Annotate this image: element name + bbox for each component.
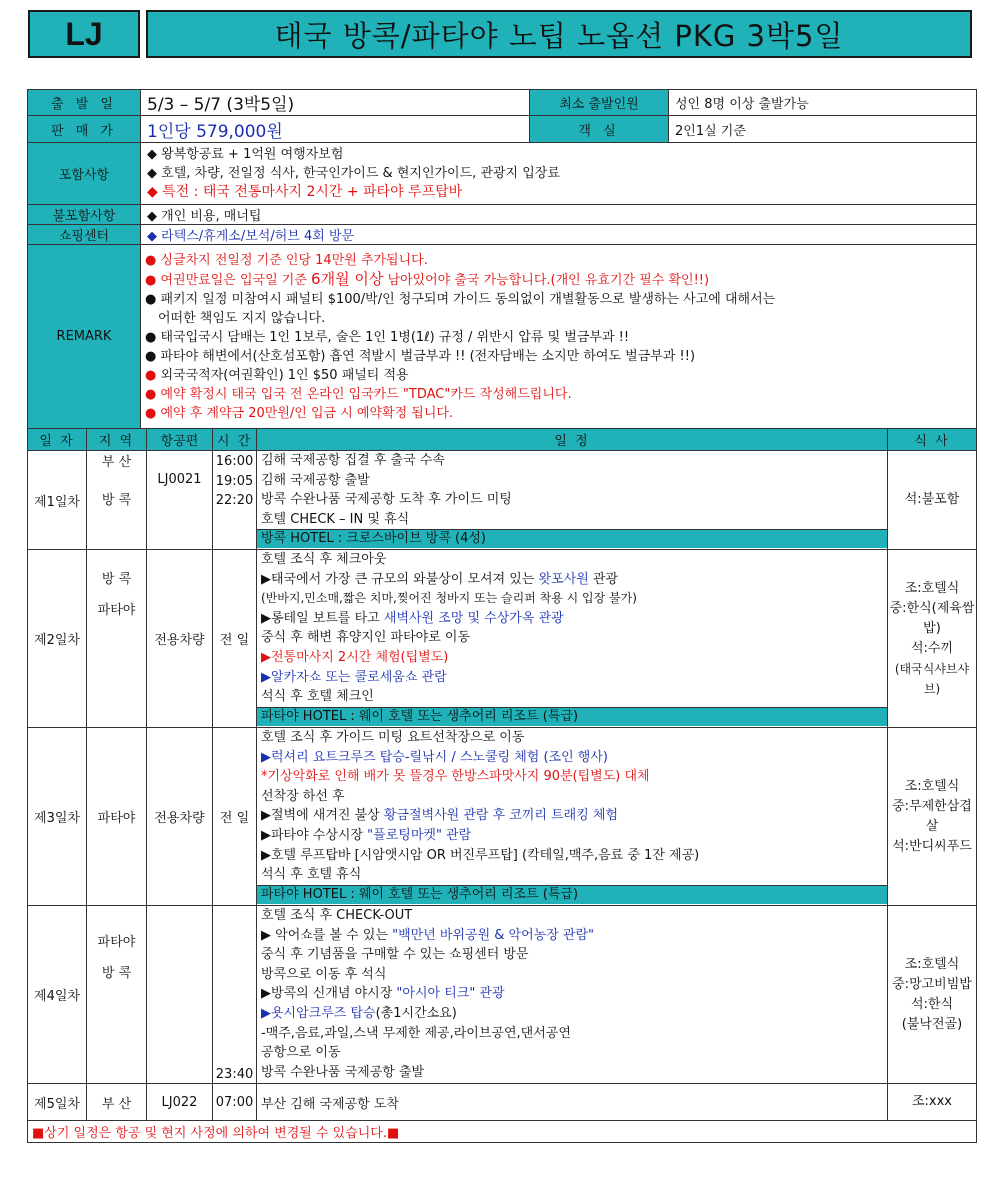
itinerary-line: (반바지,민소매,짧은 치마,찢어진 청바지 또는 슬리퍼 착용 시 입장 불가) <box>261 591 637 606</box>
itinerary-line: 공항으로 이동 <box>261 1045 341 1061</box>
itinerary-cell <box>257 728 888 906</box>
itinerary-line: 방콕 수완나품 국제공항 출발 <box>261 1064 425 1080</box>
day-label: 제3일차 <box>28 728 87 906</box>
excluded-label: 불포함사항 <box>28 205 141 225</box>
meal-cell <box>888 906 977 1084</box>
remark-item: ● 싱글차지 전일정 기준 인당 14만원 추가됩니다. <box>145 252 428 268</box>
min-people-label: 최소 출발인원 <box>530 90 669 116</box>
excluded-value: ◆ 개인 비용, 매너팁 <box>141 205 977 225</box>
region: 방 콕 <box>101 572 132 587</box>
itinerary-line: ▶알카자쇼 또는 콜로세움쇼 관람 <box>261 669 447 685</box>
meal: 중:망고비빔밥 <box>892 976 972 992</box>
included-item-special: ◆ 특전 : 태국 전통마사지 2시간 + 파타야 루프탑바 <box>147 184 463 200</box>
remark-item: 어떠한 책임도 지지 않습니다. <box>158 310 326 326</box>
price-label: 판 매 가 <box>28 116 141 143</box>
room-value: 2인1실 기준 <box>669 116 977 143</box>
info-table <box>27 89 977 429</box>
time: 19:05 <box>215 473 254 489</box>
day-label: 제2일차 <box>28 550 87 728</box>
itinerary-line: 김해 국제공항 출발 <box>261 472 370 488</box>
shopping-label: 쇼핑센터 <box>28 225 141 245</box>
room-label: 객 실 <box>530 116 669 143</box>
remark-item: ● 예약 확정시 태국 입국 전 온라인 입국카드 "TDAC"카드 작성해드립니다. <box>145 386 572 402</box>
itinerary-line: 부산 김해 국제공항 도착 <box>257 1084 888 1121</box>
day-label: 제1일차 <box>28 451 87 550</box>
itinerary-line: 석식 후 호텔 휴식 <box>261 867 362 883</box>
min-people-value: 성인 8명 이상 출발가능 <box>669 90 977 116</box>
itinerary-line: 호텔 조식 후 가이드 미팅 요트선착장으로 이동 <box>261 730 525 745</box>
meal: 석:반디씨푸드 <box>892 838 972 854</box>
meal: 석:수끼 <box>910 640 954 656</box>
itinerary-line: ▶호텔 루프탑바 [시암앳시암 OR 버진루프탑] (칵테일,맥주,음료 중 1잔 제공) <box>261 847 700 863</box>
region-cell <box>87 451 147 550</box>
itinerary-line: 석식 후 호텔 체크인 <box>261 689 374 705</box>
page-title: 태국 방콕/파타야 노팁 노옵션 PKG 3박5일 <box>146 10 972 58</box>
hotel-info: 파타야 HOTEL : 웨이 호텔 또는 생추어리 리조트 (특급) <box>257 707 887 726</box>
region: 파타야 <box>87 728 147 906</box>
meal-cell <box>888 451 977 550</box>
itinerary-line: 중식 후 해변 휴양지인 파타야로 이동 <box>261 630 471 646</box>
meal: 조:호텔식 <box>904 778 960 794</box>
col-header-meal: 식 사 <box>888 429 977 451</box>
itinerary-line: ▶전통마사지 2시간 체험(팁별도) <box>261 649 449 665</box>
meal: 조:xxx <box>888 1084 977 1121</box>
schedule-table <box>27 428 977 1143</box>
itinerary-cell <box>257 906 888 1084</box>
col-header-time: 시 간 <box>213 429 257 451</box>
table-row <box>28 906 977 1084</box>
departure-value: 5/3 – 5/7 (3박5일) <box>141 90 530 116</box>
itinerary-line: 중식 후 기념품을 구매할 수 있는 쇼핑센터 방문 <box>261 947 529 963</box>
remark-item: ● 외국국적자(여권확인) 1인 $50 패널티 적용 <box>145 367 409 383</box>
included-item: ◆ 왕복항공료 + 1억원 여행자보험 <box>147 147 344 162</box>
time: 07:00 <box>213 1084 257 1121</box>
hotel-info: 방콕 HOTEL : 크로스바이브 방콕 (4성) <box>257 529 887 548</box>
itinerary-line: 방콕 수완나품 국제공항 도착 후 가이드 미팅 <box>261 492 512 508</box>
table-row <box>28 550 977 728</box>
itinerary-line: 호텔 조식 후 체크아웃 <box>261 552 387 567</box>
remark-item: ● 파타야 해변에서(산호섬포함) 흡연 적발시 벌금부과 !! (전자담배는 소지만 하여도 벌금부과 !!) <box>145 348 696 364</box>
time: 23:40 <box>213 906 257 1084</box>
col-header-flight: 항공편 <box>147 429 213 451</box>
flight-no: LJ022 <box>147 1084 213 1121</box>
meal: 중:무제한삼겹살 <box>892 798 972 834</box>
time: 전 일 <box>213 550 257 728</box>
meal: (불낙전골) <box>901 1016 963 1032</box>
time: 16:00 <box>215 454 254 469</box>
region-cell <box>87 550 147 728</box>
col-header-region: 지 역 <box>87 429 147 451</box>
itinerary-line: ▶롱테일 보트를 타고 새벽사원 조망 및 수상가옥 관광 <box>261 610 564 626</box>
itinerary-line: *기상악화로 인해 배가 못 뜰경우 한방스파맛사지 90분(팁별도) 대체 <box>261 769 650 785</box>
hotel-info: 파타야 HOTEL : 웨이 호텔 또는 생추어리 리조트 (특급) <box>257 885 887 904</box>
shopping-value: ◆ 라텍스/휴게소/보석/허브 4회 방문 <box>141 225 977 245</box>
meal-cell <box>888 728 977 906</box>
price-value: 1인당 579,000원 <box>141 116 530 143</box>
included-item: ◆ 호텔, 차량, 전일정 식사, 한국인가이드 & 현지인가이드, 관광지 입장료 <box>147 166 560 181</box>
itinerary-cell <box>257 451 888 550</box>
region: 파타야 <box>97 935 136 950</box>
included-label: 포함사항 <box>28 143 141 205</box>
itinerary-line: ▶파타야 수상시장 "플로팅마켓" 관람 <box>261 827 472 843</box>
region: 파타야 <box>97 603 136 618</box>
time-cell <box>213 451 257 550</box>
day-label: 제4일차 <box>28 906 87 1084</box>
meal: 조:호텔식 <box>904 580 960 596</box>
footer-notice: ■상기 일정은 항공 및 현지 사정에 의하여 변경될 수 있습니다.■ <box>28 1121 977 1143</box>
itinerary-line: 선착장 하선 후 <box>261 788 345 804</box>
col-header-day: 일 자 <box>28 429 87 451</box>
itinerary-line: ▶욧시암크루즈 탑승(총1시간소요) <box>261 1005 457 1021</box>
flight-no: 전용차량 <box>147 728 213 906</box>
meal: 석:불포함 <box>904 492 960 507</box>
itinerary-line: ▶태국에서 가장 큰 규모의 와불상이 모셔져 있는 왓포사원 관광 <box>261 571 619 587</box>
remark-item: ● 예약 후 계약금 20만원/인 입금 시 예약확정 됩니다. <box>145 405 454 421</box>
region: 부 산 <box>101 455 132 470</box>
region-cell <box>87 906 147 1084</box>
flight-no: LJ0021 <box>147 451 213 550</box>
departure-label: 출 발 일 <box>28 90 141 116</box>
region: 방 콕 <box>101 966 132 981</box>
itinerary-line: ▶방콕의 신개념 야시장 "아시아 티크" 관광 <box>261 986 505 1002</box>
itinerary-line: 방콕으로 이동 후 석식 <box>261 966 387 982</box>
meal: 중:한식(제육쌈밥) <box>889 600 975 636</box>
remark-label: REMARK <box>28 245 141 429</box>
itinerary-cell <box>257 550 888 728</box>
logo: LJ <box>28 10 140 58</box>
remark-item: ● 태국입국시 담배는 1인 1보루, 술은 1인 1병(1ℓ) 규정 / 위반시 압류 및 벌금부과 !! <box>145 329 630 345</box>
time: 전 일 <box>213 728 257 906</box>
itinerary-line: ▶ 악어쇼를 볼 수 있는 "백만년 바위공원 & 악어농장 관람" <box>261 927 595 943</box>
remark-list <box>141 245 977 429</box>
itinerary-line: ▶럭셔리 요트크루즈 탑승-릴낚시 / 스노쿨링 체험 (조인 행사) <box>261 749 608 765</box>
remark-item: ● 여권만료일은 입국일 기준 6개월 이상 남아있어야 출국 가능합니다.(개인 유효기간 필수 확인!!) <box>145 269 710 288</box>
remark-item: ● 패키지 일정 미참여시 패널티 $100/박/인 청구되며 가이드 동의없이 개별활동으로 발생하는 사고에 대해서는 <box>145 291 776 307</box>
itinerary-line: 호텔 조식 후 CHECK-OUT <box>261 908 413 923</box>
meal: 조:호텔식 <box>904 956 960 972</box>
time: 22:20 <box>215 493 254 509</box>
region: 방 콕 <box>101 493 132 508</box>
included-list <box>141 143 977 205</box>
day-label: 제5일차 <box>28 1084 87 1121</box>
region: 부 산 <box>87 1084 147 1121</box>
itinerary-line: -맥주,음료,과일,스낵 무제한 제공,라이브공연,댄서공연 <box>261 1025 571 1041</box>
col-header-itinerary: 일 정 <box>257 429 888 451</box>
meal: 석:한식 <box>910 996 954 1012</box>
itinerary-line: 호텔 CHECK – IN 및 휴식 <box>261 511 410 527</box>
meal-cell <box>888 550 977 728</box>
itinerary-line: ▶절벽에 새겨진 불상 황금절벽사원 관람 후 코끼리 트래킹 체험 <box>261 808 619 824</box>
flight-no <box>147 906 213 1084</box>
table-row <box>28 1084 977 1121</box>
flight-no: 전용차량 <box>147 550 213 728</box>
table-row <box>28 451 977 550</box>
table-row <box>28 728 977 906</box>
itinerary-line: 김해 국제공항 집결 후 출국 수속 <box>261 453 445 468</box>
meal: (태국식샤브샤브) <box>894 661 970 696</box>
